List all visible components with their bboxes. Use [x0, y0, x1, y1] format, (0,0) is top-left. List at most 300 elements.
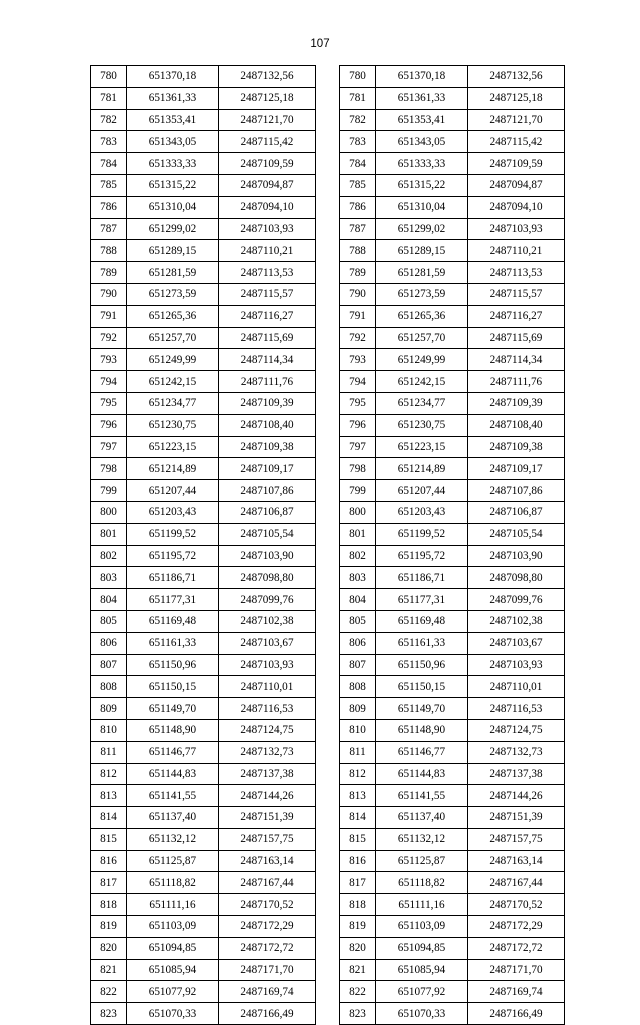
- y-coordinate-cell: 2487106,87: [468, 501, 565, 523]
- point-number-cell: 822: [340, 981, 376, 1003]
- coordinates-table-left: [90, 65, 316, 1025]
- table-row: [340, 959, 565, 981]
- x-coordinate-cell: 651343,05: [127, 131, 219, 153]
- table-row: [91, 850, 316, 872]
- x-coordinate-cell: 651077,92: [376, 981, 468, 1003]
- y-coordinate-cell: 2487110,21: [468, 240, 565, 262]
- x-coordinate-cell: 651070,33: [376, 1003, 468, 1025]
- y-coordinate-cell: 2487167,44: [468, 872, 565, 894]
- y-coordinate-cell: 2487144,26: [468, 785, 565, 807]
- y-coordinate-cell: 2487169,74: [219, 981, 316, 1003]
- y-coordinate-cell: 2487094,87: [219, 174, 316, 196]
- x-coordinate-cell: 651149,70: [127, 698, 219, 720]
- table-row: [91, 480, 316, 502]
- table-row: [340, 741, 565, 763]
- point-number-cell: 788: [340, 240, 376, 262]
- point-number-cell: 816: [91, 850, 127, 872]
- point-number-cell: 812: [91, 763, 127, 785]
- table-row: [340, 937, 565, 959]
- x-coordinate-cell: 651223,15: [127, 436, 219, 458]
- table-row: [91, 501, 316, 523]
- table-row: [91, 414, 316, 436]
- point-number-cell: 780: [340, 66, 376, 88]
- y-coordinate-cell: 2487157,75: [219, 828, 316, 850]
- x-coordinate-cell: 651150,15: [127, 676, 219, 698]
- point-number-cell: 799: [91, 480, 127, 502]
- point-number-cell: 820: [340, 937, 376, 959]
- x-coordinate-cell: 651169,48: [127, 610, 219, 632]
- table-row: [91, 109, 316, 131]
- point-number-cell: 795: [91, 392, 127, 414]
- x-coordinate-cell: 651281,59: [127, 262, 219, 284]
- point-number-cell: 815: [340, 828, 376, 850]
- table-row: [91, 916, 316, 938]
- y-coordinate-cell: 2487166,49: [468, 1003, 565, 1025]
- table-row: [340, 807, 565, 829]
- x-coordinate-cell: 651132,12: [127, 828, 219, 850]
- point-number-cell: 810: [340, 719, 376, 741]
- x-coordinate-cell: 651265,36: [127, 305, 219, 327]
- y-coordinate-cell: 2487110,01: [219, 676, 316, 698]
- point-number-cell: 800: [340, 501, 376, 523]
- point-number-cell: 808: [340, 676, 376, 698]
- point-number-cell: 814: [91, 807, 127, 829]
- x-coordinate-cell: 651177,31: [376, 589, 468, 611]
- point-number-cell: 794: [340, 371, 376, 393]
- y-coordinate-cell: 2487115,42: [219, 131, 316, 153]
- point-number-cell: 811: [340, 741, 376, 763]
- table-row: [340, 610, 565, 632]
- table-row: [340, 240, 565, 262]
- table-row: [91, 283, 316, 305]
- x-coordinate-cell: 651148,90: [127, 719, 219, 741]
- point-number-cell: 808: [91, 676, 127, 698]
- point-number-cell: 790: [91, 283, 127, 305]
- table-row: [91, 567, 316, 589]
- y-coordinate-cell: 2487103,90: [468, 545, 565, 567]
- y-coordinate-cell: 2487170,52: [468, 894, 565, 916]
- x-coordinate-cell: 651273,59: [376, 283, 468, 305]
- table-row: [340, 632, 565, 654]
- y-coordinate-cell: 2487115,57: [219, 283, 316, 305]
- x-coordinate-cell: 651161,33: [376, 632, 468, 654]
- point-number-cell: 797: [91, 436, 127, 458]
- x-coordinate-cell: 651223,15: [376, 436, 468, 458]
- point-number-cell: 785: [91, 174, 127, 196]
- x-coordinate-cell: 651249,99: [376, 349, 468, 371]
- x-coordinate-cell: 651148,90: [376, 719, 468, 741]
- y-coordinate-cell: 2487108,40: [219, 414, 316, 436]
- y-coordinate-cell: 2487144,26: [219, 785, 316, 807]
- table-row: [340, 676, 565, 698]
- y-coordinate-cell: 2487110,01: [468, 676, 565, 698]
- x-coordinate-cell: 651265,36: [376, 305, 468, 327]
- table-row: [91, 981, 316, 1003]
- table-row: [340, 850, 565, 872]
- point-number-cell: 818: [91, 894, 127, 916]
- point-number-cell: 821: [340, 959, 376, 981]
- x-coordinate-cell: 651281,59: [376, 262, 468, 284]
- y-coordinate-cell: 2487113,53: [468, 262, 565, 284]
- table-row: [91, 349, 316, 371]
- point-number-cell: 806: [91, 632, 127, 654]
- y-coordinate-cell: 2487094,10: [468, 196, 565, 218]
- x-coordinate-cell: 651310,04: [127, 196, 219, 218]
- point-number-cell: 794: [91, 371, 127, 393]
- y-coordinate-cell: 2487137,38: [219, 763, 316, 785]
- y-coordinate-cell: 2487116,27: [219, 305, 316, 327]
- point-number-cell: 793: [91, 349, 127, 371]
- y-coordinate-cell: 2487157,75: [468, 828, 565, 850]
- point-number-cell: 798: [340, 458, 376, 480]
- x-coordinate-cell: 651315,22: [127, 174, 219, 196]
- table-row: [340, 262, 565, 284]
- x-coordinate-cell: 651343,05: [376, 131, 468, 153]
- table-row: [91, 632, 316, 654]
- point-number-cell: 786: [91, 196, 127, 218]
- y-coordinate-cell: 2487094,10: [219, 196, 316, 218]
- table-row: [91, 458, 316, 480]
- y-coordinate-cell: 2487107,86: [219, 480, 316, 502]
- x-coordinate-cell: 651094,85: [376, 937, 468, 959]
- x-coordinate-cell: 651186,71: [127, 567, 219, 589]
- point-number-cell: 782: [340, 109, 376, 131]
- point-number-cell: 823: [340, 1003, 376, 1025]
- y-coordinate-cell: 2487111,76: [219, 371, 316, 393]
- table-row: [91, 1003, 316, 1025]
- point-number-cell: 805: [340, 610, 376, 632]
- x-coordinate-cell: 651146,77: [127, 741, 219, 763]
- table-row: [340, 545, 565, 567]
- point-number-cell: 790: [340, 283, 376, 305]
- x-coordinate-cell: 651370,18: [376, 66, 468, 88]
- y-coordinate-cell: 2487114,34: [468, 349, 565, 371]
- point-number-cell: 797: [340, 436, 376, 458]
- y-coordinate-cell: 2487171,70: [219, 959, 316, 981]
- y-coordinate-cell: 2487109,59: [468, 153, 565, 175]
- x-coordinate-cell: 651214,89: [127, 458, 219, 480]
- x-coordinate-cell: 651361,33: [376, 87, 468, 109]
- point-number-cell: 792: [340, 327, 376, 349]
- y-coordinate-cell: 2487103,67: [219, 632, 316, 654]
- point-number-cell: 789: [340, 262, 376, 284]
- x-coordinate-cell: 651169,48: [376, 610, 468, 632]
- table-row: [340, 916, 565, 938]
- table-row: [340, 589, 565, 611]
- x-coordinate-cell: 651125,87: [376, 850, 468, 872]
- x-coordinate-cell: 651085,94: [376, 959, 468, 981]
- x-coordinate-cell: 651118,82: [376, 872, 468, 894]
- point-number-cell: 814: [340, 807, 376, 829]
- table-row: [91, 87, 316, 109]
- x-coordinate-cell: 651353,41: [127, 109, 219, 131]
- point-number-cell: 813: [91, 785, 127, 807]
- table-row: [340, 523, 565, 545]
- point-number-cell: 804: [91, 589, 127, 611]
- table-row: [91, 218, 316, 240]
- point-number-cell: 795: [340, 392, 376, 414]
- x-coordinate-cell: 651315,22: [376, 174, 468, 196]
- x-coordinate-cell: 651203,43: [127, 501, 219, 523]
- point-number-cell: 796: [91, 414, 127, 436]
- y-coordinate-cell: 2487132,73: [468, 741, 565, 763]
- table-row: [340, 283, 565, 305]
- point-number-cell: 791: [340, 305, 376, 327]
- y-coordinate-cell: 2487115,42: [468, 131, 565, 153]
- point-number-cell: 783: [91, 131, 127, 153]
- y-coordinate-cell: 2487111,76: [468, 371, 565, 393]
- point-number-cell: 792: [91, 327, 127, 349]
- x-coordinate-cell: 651289,15: [127, 240, 219, 262]
- point-number-cell: 820: [91, 937, 127, 959]
- table-row: [340, 654, 565, 676]
- y-coordinate-cell: 2487124,75: [219, 719, 316, 741]
- point-number-cell: 781: [340, 87, 376, 109]
- point-number-cell: 817: [91, 872, 127, 894]
- x-coordinate-cell: 651146,77: [376, 741, 468, 763]
- point-number-cell: 819: [91, 916, 127, 938]
- point-number-cell: 807: [340, 654, 376, 676]
- table-row: [91, 654, 316, 676]
- coordinates-table-right: [339, 65, 565, 1025]
- point-number-cell: 810: [91, 719, 127, 741]
- point-number-cell: 815: [91, 828, 127, 850]
- table-row: [340, 371, 565, 393]
- x-coordinate-cell: 651111,16: [376, 894, 468, 916]
- table-row: [340, 458, 565, 480]
- table-row: [91, 371, 316, 393]
- x-coordinate-cell: 651207,44: [376, 480, 468, 502]
- y-coordinate-cell: 2487137,38: [468, 763, 565, 785]
- y-coordinate-cell: 2487114,34: [219, 349, 316, 371]
- table-row: [340, 1003, 565, 1025]
- point-number-cell: 799: [340, 480, 376, 502]
- y-coordinate-cell: 2487163,14: [468, 850, 565, 872]
- y-coordinate-cell: 2487172,72: [468, 937, 565, 959]
- y-coordinate-cell: 2487115,69: [468, 327, 565, 349]
- table-row: [91, 523, 316, 545]
- point-number-cell: 818: [340, 894, 376, 916]
- y-coordinate-cell: 2487170,52: [219, 894, 316, 916]
- table-row: [91, 872, 316, 894]
- y-coordinate-cell: 2487172,29: [219, 916, 316, 938]
- table-row: [91, 763, 316, 785]
- x-coordinate-cell: 651177,31: [127, 589, 219, 611]
- x-coordinate-cell: 651310,04: [376, 196, 468, 218]
- x-coordinate-cell: 651137,40: [127, 807, 219, 829]
- y-coordinate-cell: 2487103,93: [219, 218, 316, 240]
- table-row: [340, 785, 565, 807]
- x-coordinate-cell: 651141,55: [127, 785, 219, 807]
- x-coordinate-cell: 651111,16: [127, 894, 219, 916]
- x-coordinate-cell: 651361,33: [127, 87, 219, 109]
- x-coordinate-cell: 651214,89: [376, 458, 468, 480]
- y-coordinate-cell: 2487109,39: [468, 392, 565, 414]
- x-coordinate-cell: 651141,55: [376, 785, 468, 807]
- point-number-cell: 798: [91, 458, 127, 480]
- y-coordinate-cell: 2487125,18: [219, 87, 316, 109]
- y-coordinate-cell: 2487103,93: [468, 654, 565, 676]
- table-row: [340, 414, 565, 436]
- y-coordinate-cell: 2487172,29: [468, 916, 565, 938]
- x-coordinate-cell: 651070,33: [127, 1003, 219, 1025]
- point-number-cell: 803: [340, 567, 376, 589]
- y-coordinate-cell: 2487171,70: [468, 959, 565, 981]
- x-coordinate-cell: 651094,85: [127, 937, 219, 959]
- point-number-cell: 809: [91, 698, 127, 720]
- y-coordinate-cell: 2487116,53: [468, 698, 565, 720]
- y-coordinate-cell: 2487169,74: [468, 981, 565, 1003]
- table-row: [340, 392, 565, 414]
- x-coordinate-cell: 651207,44: [127, 480, 219, 502]
- y-coordinate-cell: 2487109,39: [219, 392, 316, 414]
- y-coordinate-cell: 2487103,67: [468, 632, 565, 654]
- y-coordinate-cell: 2487115,69: [219, 327, 316, 349]
- table-row: [340, 327, 565, 349]
- y-coordinate-cell: 2487166,49: [219, 1003, 316, 1025]
- x-coordinate-cell: 651333,33: [127, 153, 219, 175]
- x-coordinate-cell: 651257,70: [376, 327, 468, 349]
- table-row: [340, 436, 565, 458]
- point-number-cell: 812: [340, 763, 376, 785]
- point-number-cell: 823: [91, 1003, 127, 1025]
- y-coordinate-cell: 2487132,73: [219, 741, 316, 763]
- x-coordinate-cell: 651234,77: [127, 392, 219, 414]
- x-coordinate-cell: 651137,40: [376, 807, 468, 829]
- table-row: [340, 698, 565, 720]
- table-row: [91, 153, 316, 175]
- point-number-cell: 801: [340, 523, 376, 545]
- point-number-cell: 804: [340, 589, 376, 611]
- point-number-cell: 819: [340, 916, 376, 938]
- x-coordinate-cell: 651195,72: [376, 545, 468, 567]
- point-number-cell: 793: [340, 349, 376, 371]
- y-coordinate-cell: 2487103,93: [468, 218, 565, 240]
- y-coordinate-cell: 2487115,57: [468, 283, 565, 305]
- table-row: [340, 828, 565, 850]
- table-row: [91, 392, 316, 414]
- table-row: [91, 305, 316, 327]
- table-row: [91, 719, 316, 741]
- point-number-cell: 822: [91, 981, 127, 1003]
- x-coordinate-cell: 651077,92: [127, 981, 219, 1003]
- y-coordinate-cell: 2487102,38: [468, 610, 565, 632]
- y-coordinate-cell: 2487172,72: [219, 937, 316, 959]
- table-row: [340, 981, 565, 1003]
- point-number-cell: 800: [91, 501, 127, 523]
- y-coordinate-cell: 2487121,70: [468, 109, 565, 131]
- point-number-cell: 789: [91, 262, 127, 284]
- point-number-cell: 783: [340, 131, 376, 153]
- y-coordinate-cell: 2487099,76: [219, 589, 316, 611]
- table-row: [340, 196, 565, 218]
- x-coordinate-cell: 651370,18: [127, 66, 219, 88]
- x-coordinate-cell: 651242,15: [127, 371, 219, 393]
- x-coordinate-cell: 651195,72: [127, 545, 219, 567]
- point-number-cell: 805: [91, 610, 127, 632]
- table-row: [91, 196, 316, 218]
- y-coordinate-cell: 2487167,44: [219, 872, 316, 894]
- point-number-cell: 788: [91, 240, 127, 262]
- point-number-cell: 806: [340, 632, 376, 654]
- x-coordinate-cell: 651230,75: [376, 414, 468, 436]
- point-number-cell: 787: [340, 218, 376, 240]
- x-coordinate-cell: 651103,09: [376, 916, 468, 938]
- table-row: [340, 480, 565, 502]
- page-number: 107: [310, 38, 330, 50]
- table-row: [340, 218, 565, 240]
- y-coordinate-cell: 2487108,40: [468, 414, 565, 436]
- x-coordinate-cell: 651273,59: [127, 283, 219, 305]
- x-coordinate-cell: 651257,70: [127, 327, 219, 349]
- y-coordinate-cell: 2487132,56: [219, 66, 316, 88]
- y-coordinate-cell: 2487124,75: [468, 719, 565, 741]
- table-row: [91, 959, 316, 981]
- table-row: [340, 763, 565, 785]
- point-number-cell: 786: [340, 196, 376, 218]
- table-row: [91, 741, 316, 763]
- x-coordinate-cell: 651150,96: [127, 654, 219, 676]
- table-row: [91, 589, 316, 611]
- x-coordinate-cell: 651299,02: [127, 218, 219, 240]
- y-coordinate-cell: 2487121,70: [219, 109, 316, 131]
- point-number-cell: 813: [340, 785, 376, 807]
- y-coordinate-cell: 2487109,38: [219, 436, 316, 458]
- y-coordinate-cell: 2487151,39: [219, 807, 316, 829]
- point-number-cell: 782: [91, 109, 127, 131]
- x-coordinate-cell: 651186,71: [376, 567, 468, 589]
- table-row: [340, 109, 565, 131]
- table-row: [91, 66, 316, 88]
- x-coordinate-cell: 651125,87: [127, 850, 219, 872]
- y-coordinate-cell: 2487098,80: [468, 567, 565, 589]
- x-coordinate-cell: 651299,02: [376, 218, 468, 240]
- x-coordinate-cell: 651144,83: [127, 763, 219, 785]
- table-row: [91, 174, 316, 196]
- y-coordinate-cell: 2487109,59: [219, 153, 316, 175]
- y-coordinate-cell: 2487109,17: [219, 458, 316, 480]
- y-coordinate-cell: 2487106,87: [219, 501, 316, 523]
- point-number-cell: 796: [340, 414, 376, 436]
- point-number-cell: 784: [340, 153, 376, 175]
- y-coordinate-cell: 2487109,38: [468, 436, 565, 458]
- x-coordinate-cell: 651150,96: [376, 654, 468, 676]
- point-number-cell: 802: [91, 545, 127, 567]
- x-coordinate-cell: 651289,15: [376, 240, 468, 262]
- y-coordinate-cell: 2487163,14: [219, 850, 316, 872]
- x-coordinate-cell: 651118,82: [127, 872, 219, 894]
- y-coordinate-cell: 2487151,39: [468, 807, 565, 829]
- table-row: [340, 153, 565, 175]
- table-row: [91, 937, 316, 959]
- y-coordinate-cell: 2487107,86: [468, 480, 565, 502]
- table-row: [340, 501, 565, 523]
- x-coordinate-cell: 651199,52: [127, 523, 219, 545]
- y-coordinate-cell: 2487098,80: [219, 567, 316, 589]
- table-row: [340, 349, 565, 371]
- x-coordinate-cell: 651242,15: [376, 371, 468, 393]
- x-coordinate-cell: 651132,12: [376, 828, 468, 850]
- y-coordinate-cell: 2487110,21: [219, 240, 316, 262]
- point-number-cell: 785: [340, 174, 376, 196]
- table-row: [340, 872, 565, 894]
- point-number-cell: 801: [91, 523, 127, 545]
- table-row: [340, 174, 565, 196]
- x-coordinate-cell: 651230,75: [127, 414, 219, 436]
- y-coordinate-cell: 2487125,18: [468, 87, 565, 109]
- x-coordinate-cell: 651234,77: [376, 392, 468, 414]
- y-coordinate-cell: 2487116,53: [219, 698, 316, 720]
